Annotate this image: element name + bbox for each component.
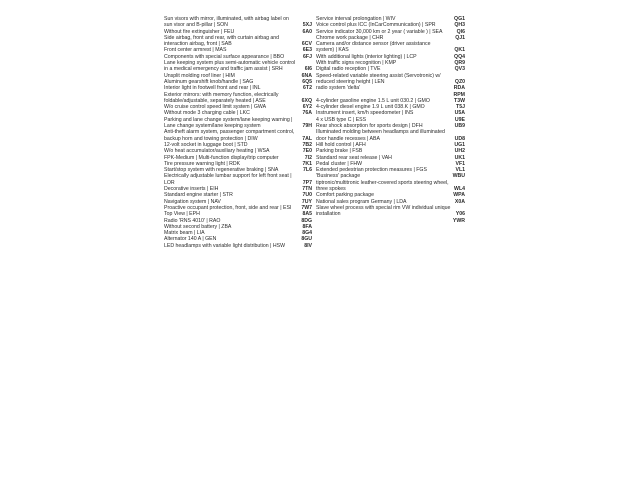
option-code: 7K1 <box>302 160 312 167</box>
option-code: 7P7 <box>302 179 312 186</box>
option-description: Hill hold control | AFH <box>316 141 366 148</box>
option-description: National sales program Germany | LDA <box>316 198 407 205</box>
option-code: QK1 <box>454 47 465 54</box>
option-description: Side airbag, front and rear, with curtain airbag and interaction airbag, front | SAB <box>164 34 280 48</box>
option-code: 6XQ <box>301 97 312 104</box>
option-code: 7L6 <box>303 167 312 174</box>
option-code: 7E0 <box>302 148 312 155</box>
option-code: 6CV <box>301 41 312 48</box>
option-code: X0A <box>454 198 465 205</box>
option-code: YWR <box>452 217 465 224</box>
option-code: QR9 <box>454 60 465 67</box>
option-description: Top View | EPH <box>164 211 200 218</box>
option-code: RPM <box>453 91 465 98</box>
option-code: 6T2 <box>303 85 312 92</box>
option-code: 7W7 <box>301 204 312 211</box>
option-code: QZ0 <box>454 78 465 85</box>
option-description: Electrically adjustable lumbar support for left front seat | LOR <box>164 173 292 186</box>
option-code: 6Q5 <box>302 78 312 85</box>
option-description: Voice control plus ICC (InCarCommunication) | SPR <box>316 22 436 29</box>
option-description: Radio 'RNS 4010' | RAO <box>164 217 221 224</box>
option-description: 4-cylinder diesel engine 1.9 L unit 038.K | GMO <box>316 104 425 111</box>
option-description: Service indicator 30,000 km or 2 year ( variable ) | SEA <box>316 28 443 35</box>
option-entry <box>316 218 465 224</box>
option-code: QQ4 <box>454 53 465 60</box>
option-code: UH2 <box>454 148 465 155</box>
option-code: RDA <box>453 85 465 92</box>
option-description: 'Business' package <box>316 173 361 180</box>
right-column <box>316 16 465 224</box>
option-description: Illuminated molding between headlamps and illuminated door handle recesses | ABA <box>316 129 445 142</box>
option-code: 6E3 <box>302 47 312 54</box>
option-description: Standard rear seat release | VAH <box>316 154 392 161</box>
option-entry <box>164 117 312 130</box>
option-description: Matrix beam | LIA <box>164 230 205 237</box>
option-code: 7U0 <box>302 192 312 199</box>
option-description: Without second battery | ZBA <box>164 223 232 230</box>
option-description: Without fire extinguisher | FEU <box>164 28 235 35</box>
option-description: Decorative inserts | EIH <box>164 186 219 193</box>
option-description: tiptronic/multitronic leather-covered sports steering wheel, three spokes <box>316 179 449 193</box>
option-description: Tire pressure warning light | RDK <box>164 160 241 167</box>
option-entry <box>164 92 312 105</box>
option-code: UK1 <box>454 154 465 161</box>
option-description: Sun visors with mirror, illuminated, with airbag label on sun visor and B-pillar | SON <box>164 16 289 29</box>
option-description: Rear shock absorption for sports design | DFH <box>316 123 423 130</box>
option-description: Instrument insert, km/h speedometer | INS <box>316 110 414 117</box>
option-entry <box>316 205 465 218</box>
option-description: Navigation system | NAV <box>164 198 221 205</box>
option-entry <box>316 129 465 142</box>
option-description: Pedal cluster | FHW <box>316 160 363 167</box>
option-description: Aluminum gearshift knob/handle | SAG <box>164 78 254 85</box>
option-code: 7B2 <box>302 141 312 148</box>
option-code: 6Y2 <box>302 104 312 111</box>
option-code: 7UY <box>301 198 312 205</box>
option-code: T5J <box>456 104 465 111</box>
option-description: Exterior mirrors: with memory function, electrically foldable/adjustable, separately heated | ASE <box>164 91 279 104</box>
option-code: 8GU <box>301 236 312 243</box>
option-description: 12-volt socket in luggage boot | STD <box>164 141 248 148</box>
option-code: QH3 <box>454 22 465 29</box>
option-description: Parking and lane change system/lane keeping warning | Lane change system/lane keeping system <box>164 116 293 130</box>
option-code: 8DG <box>301 217 312 224</box>
option-description: 4 x USB type C | ESS <box>316 116 367 123</box>
option-description: Anti-theft alarm system, passenger compartment control, backup horn and towing protection | DIW <box>164 129 295 142</box>
option-description: Unsplit molding roof liner | HIM <box>164 72 235 79</box>
option-code: U5A <box>454 110 465 117</box>
option-description: Proactive occupant protection, front, side and rear | ESI <box>164 204 292 211</box>
option-entry <box>164 60 312 73</box>
option-entry <box>164 129 312 142</box>
option-entry <box>164 16 312 29</box>
option-description: Alternator 140 A | GEN <box>164 236 217 243</box>
option-code: 6A0 <box>302 28 312 35</box>
option-entry <box>316 41 465 54</box>
option-description: Without mode 3 charging cable | LKC <box>164 110 250 117</box>
option-description: W/o heat accumulator/auxiliary heating | WSA <box>164 148 270 155</box>
option-description: With traffic signs recognition | KMP <box>316 60 397 67</box>
option-code: WBU <box>452 173 465 180</box>
option-entry <box>164 173 312 186</box>
option-code: Y06 <box>455 211 465 218</box>
option-code: QJ1 <box>455 34 465 41</box>
option-entry <box>316 73 465 86</box>
option-code: 6I6 <box>304 66 312 73</box>
option-entry <box>164 243 312 249</box>
option-description: Service interval prolongation | WIV <box>316 16 396 22</box>
option-description: 4-cylinder gasoline engine 1.5 L unit 030.2 | GMO <box>316 97 430 104</box>
option-code: 7TN <box>302 186 312 193</box>
option-code: 5XJ <box>302 22 312 29</box>
option-description: Start/stop system with regenerative braking | SNA <box>164 167 279 174</box>
option-description: radio system 'delta' <box>316 85 361 92</box>
option-code: WPA <box>453 192 465 199</box>
option-code: U9E <box>454 116 465 123</box>
left-column <box>164 16 312 249</box>
option-description: Chrome work package | CHR <box>316 34 384 41</box>
option-description: Digital radio reception | TVE <box>316 66 381 73</box>
option-code: QG1 <box>454 16 465 22</box>
option-code: 79H <box>302 123 312 130</box>
option-description: Parking brake | FSB <box>316 148 363 155</box>
option-code: 8FA <box>302 223 312 230</box>
option-code: 6NA <box>301 72 312 79</box>
option-code: 6FJ <box>303 53 312 60</box>
option-code: VF1 <box>455 160 465 167</box>
option-description: Lane keeping system plus semi-automatic vehicle control in a medical emergency and traffic jam assist | SRH <box>164 60 296 73</box>
option-code: VL1 <box>455 167 465 174</box>
option-description: Interior light in footwell front and rear | INL <box>164 85 261 92</box>
option-description: Slave wheel process with special rim VW individual unique installation <box>316 204 451 218</box>
option-code: UB9 <box>454 123 465 130</box>
option-description: Extended pedestrian protection measures | FGS <box>316 167 427 174</box>
option-code: QV3 <box>454 66 465 73</box>
option-description: LED headlamps with variable light distribution | HSW <box>164 242 286 249</box>
option-description: Front center armrest | MAS <box>164 47 227 54</box>
option-code: 8G4 <box>302 230 312 237</box>
option-entry <box>316 85 465 91</box>
option-description: Speed-related variable steering assist (Servotronic) w/ reduced steering height | LEN <box>316 72 441 85</box>
option-description: Comfort parking package <box>316 192 374 199</box>
option-description: Standard engine starter | STR <box>164 192 233 199</box>
option-code: QI6 <box>456 28 465 35</box>
option-description: FPK-Medium | Multi-function display/trip computer <box>164 154 279 161</box>
option-code: UG1 <box>454 141 465 148</box>
option-code: 7AL <box>302 135 312 142</box>
option-code: UD8 <box>454 135 465 142</box>
option-code: WL4 <box>454 186 465 193</box>
option-description: W/o cruise control speed limit system | GWA <box>164 104 267 111</box>
option-code: 8A5 <box>302 211 312 218</box>
option-description: Camera and/or distance sensor (driver assistance system) | KAS <box>316 41 431 54</box>
option-code: 7I2 <box>304 154 312 161</box>
option-description: Components with special surface appearance | BBO <box>164 53 285 60</box>
option-code: 8IV <box>304 242 312 249</box>
option-entry <box>164 35 312 48</box>
option-description: With additional lights (interior lighting) | LCP <box>316 53 417 60</box>
option-code: 76A <box>302 110 312 117</box>
option-code: T3W <box>454 97 465 104</box>
option-entry <box>316 180 465 193</box>
